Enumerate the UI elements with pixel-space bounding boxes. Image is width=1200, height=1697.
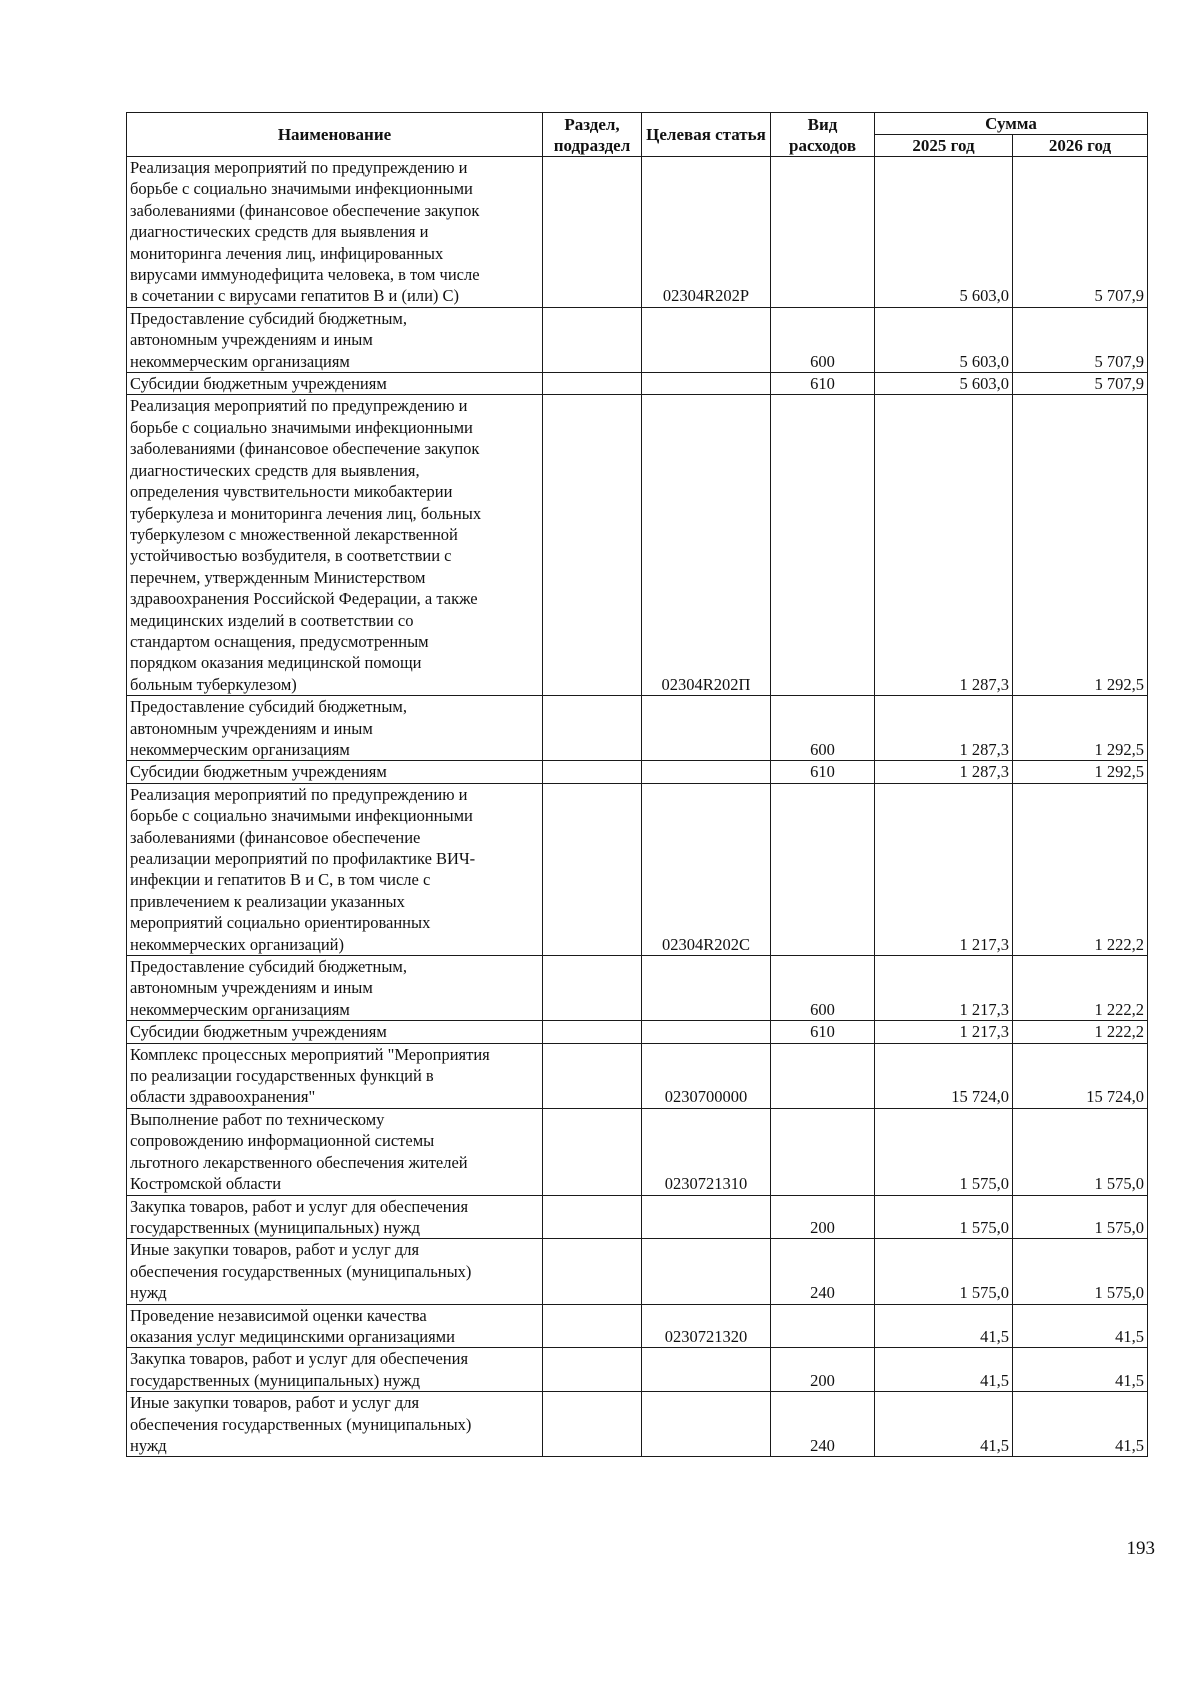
cell-sum-2025: 41,5 xyxy=(875,1348,1013,1392)
cell-sum-2025: 15 724,0 xyxy=(875,1043,1013,1108)
cell-section xyxy=(543,395,642,696)
cell-sum-2026: 1 222,2 xyxy=(1013,956,1148,1021)
header-name: Наименование xyxy=(127,113,543,157)
cell-sum-2025: 1 217,3 xyxy=(875,783,1013,955)
cell-name: Субсидии бюджетным учреждениям xyxy=(127,761,543,783)
cell-name: Предоставление субсидий бюджетным, автономным учреждениям и иным некоммерческим организациям xyxy=(127,696,543,761)
cell-section xyxy=(543,1239,642,1304)
cell-sum-2025: 1 575,0 xyxy=(875,1239,1013,1304)
cell-expense-type xyxy=(771,1043,875,1108)
table-row xyxy=(127,696,1148,761)
cell-expense-type xyxy=(771,395,875,696)
table-row xyxy=(127,1304,1148,1348)
cell-section xyxy=(543,307,642,372)
cell-section xyxy=(543,1195,642,1239)
table-row xyxy=(127,373,1148,395)
header-year-2025: 2025 год xyxy=(875,135,1013,157)
cell-target-item xyxy=(642,1348,771,1392)
cell-sum-2025: 5 603,0 xyxy=(875,307,1013,372)
cell-name: Выполнение работ по техническому сопровождению информационной системы льготного лекарственного обеспечения жителей Костромской области xyxy=(127,1108,543,1195)
cell-target-item xyxy=(642,696,771,761)
cell-target-item: 0230721320 xyxy=(642,1304,771,1348)
cell-section xyxy=(543,761,642,783)
cell-target-item: 02304R202P xyxy=(642,157,771,308)
cell-sum-2025: 5 603,0 xyxy=(875,373,1013,395)
cell-section xyxy=(543,696,642,761)
header-target-item: Целевая статья xyxy=(642,113,771,157)
cell-section xyxy=(543,1108,642,1195)
cell-target-item xyxy=(642,956,771,1021)
cell-target-item: 02304R202C xyxy=(642,783,771,955)
cell-sum-2026: 1 575,0 xyxy=(1013,1195,1148,1239)
table-row xyxy=(127,395,1148,696)
header-section: Раздел, подраздел xyxy=(543,113,642,157)
cell-name: Реализация мероприятий по предупреждению и борьбе с социально значимыми инфекционными заболеваниями (финансовое обеспечение закупок диагностических средств для выявления, определения чувствительности микобактерии туберкулеза и мониторинга лечения лиц, больных туберкулезом с множественной лекарственной устойчивостью возбудителя, в соответствии с перечнем, утвержденным Министерством здравоохранения Российской Федерации, а также медицинских изделий в соответствии со стандартом оснащения, предусмотренным порядком оказания медицинской помощи больным туберкулезом) xyxy=(127,395,543,696)
cell-sum-2026: 41,5 xyxy=(1013,1392,1148,1457)
cell-sum-2026: 41,5 xyxy=(1013,1348,1148,1392)
cell-target-item xyxy=(642,1195,771,1239)
cell-target-item xyxy=(642,307,771,372)
cell-sum-2026: 1 292,5 xyxy=(1013,395,1148,696)
header-row xyxy=(127,113,1148,135)
table-row xyxy=(127,761,1148,783)
cell-sum-2025: 1 575,0 xyxy=(875,1195,1013,1239)
cell-sum-2025: 1 287,3 xyxy=(875,761,1013,783)
cell-expense-type: 200 xyxy=(771,1348,875,1392)
cell-target-item: 02304R202П xyxy=(642,395,771,696)
cell-sum-2025: 1 217,3 xyxy=(875,956,1013,1021)
cell-sum-2026: 5 707,9 xyxy=(1013,157,1148,308)
cell-sum-2025: 1 217,3 xyxy=(875,1021,1013,1043)
cell-sum-2026: 41,5 xyxy=(1013,1304,1148,1348)
cell-sum-2026: 5 707,9 xyxy=(1013,307,1148,372)
table-row xyxy=(127,783,1148,955)
table-row xyxy=(127,307,1148,372)
cell-name: Комплекс процессных мероприятий "Мероприятия по реализации государственных функций в области здравоохранения" xyxy=(127,1043,543,1108)
cell-section xyxy=(543,157,642,308)
cell-expense-type: 600 xyxy=(771,696,875,761)
table-row xyxy=(127,956,1148,1021)
table-body xyxy=(127,157,1148,1457)
table-row xyxy=(127,1043,1148,1108)
table-row xyxy=(127,1108,1148,1195)
cell-expense-type: 610 xyxy=(771,761,875,783)
table-row xyxy=(127,1392,1148,1457)
budget-table xyxy=(126,112,1148,1457)
cell-name: Иные закупки товаров, работ и услуг для обеспечения государственных (муниципальных) нужд xyxy=(127,1392,543,1457)
cell-target-item: 0230700000 xyxy=(642,1043,771,1108)
cell-sum-2026: 1 292,5 xyxy=(1013,696,1148,761)
cell-sum-2026: 1 222,2 xyxy=(1013,1021,1148,1043)
cell-section xyxy=(543,1348,642,1392)
cell-name: Закупка товаров, работ и услуг для обеспечения государственных (муниципальных) нужд xyxy=(127,1348,543,1392)
cell-section xyxy=(543,1043,642,1108)
cell-expense-type xyxy=(771,783,875,955)
cell-name: Предоставление субсидий бюджетным, автономным учреждениям и иным некоммерческим организациям xyxy=(127,956,543,1021)
cell-expense-type xyxy=(771,157,875,308)
table-row xyxy=(127,1348,1148,1392)
cell-sum-2025: 1 287,3 xyxy=(875,395,1013,696)
header-year-2026: 2026 год xyxy=(1013,135,1148,157)
cell-name: Реализация мероприятий по предупреждению и борьбе с социально значимыми инфекционными заболеваниями (финансовое обеспечение реализации мероприятий по профилактике ВИЧ- инфекции и гепатитов В и С, в том числе с привлечением к реализации указанных мероприятий социально ориентированных некоммерческих организаций) xyxy=(127,783,543,955)
cell-expense-type: 610 xyxy=(771,373,875,395)
cell-name: Субсидии бюджетным учреждениям xyxy=(127,1021,543,1043)
cell-expense-type: 240 xyxy=(771,1239,875,1304)
cell-sum-2026: 1 222,2 xyxy=(1013,783,1148,955)
cell-section xyxy=(543,1392,642,1457)
table-row xyxy=(127,1239,1148,1304)
cell-sum-2026: 1 292,5 xyxy=(1013,761,1148,783)
cell-name: Закупка товаров, работ и услуг для обеспечения государственных (муниципальных) нужд xyxy=(127,1195,543,1239)
cell-sum-2026: 1 575,0 xyxy=(1013,1108,1148,1195)
cell-name: Реализация мероприятий по предупреждению и борьбе с социально значимыми инфекционными заболеваниями (финансовое обеспечение закупок диагностических средств для выявления и мониторинга лечения лиц, инфицированных вирусами иммунодефицита человека, в том числе в сочетании с вирусами гепатитов В и (или) С) xyxy=(127,157,543,308)
cell-sum-2025: 41,5 xyxy=(875,1392,1013,1457)
cell-name: Проведение независимой оценки качества оказания услуг медицинскими организациями xyxy=(127,1304,543,1348)
cell-section xyxy=(543,956,642,1021)
cell-target-item xyxy=(642,1021,771,1043)
table-row xyxy=(127,1021,1148,1043)
cell-expense-type: 240 xyxy=(771,1392,875,1457)
cell-expense-type: 600 xyxy=(771,956,875,1021)
cell-expense-type xyxy=(771,1108,875,1195)
cell-target-item xyxy=(642,1239,771,1304)
cell-section xyxy=(543,783,642,955)
cell-name: Субсидии бюджетным учреждениям xyxy=(127,373,543,395)
cell-sum-2025: 5 603,0 xyxy=(875,157,1013,308)
cell-expense-type: 610 xyxy=(771,1021,875,1043)
table-row xyxy=(127,1195,1148,1239)
cell-name: Предоставление субсидий бюджетным, автономным учреждениям и иным некоммерческим организациям xyxy=(127,307,543,372)
header-sum: Сумма xyxy=(875,113,1148,135)
cell-section xyxy=(543,1304,642,1348)
cell-expense-type xyxy=(771,1304,875,1348)
cell-target-item xyxy=(642,373,771,395)
cell-target-item xyxy=(642,761,771,783)
cell-sum-2026: 5 707,9 xyxy=(1013,373,1148,395)
cell-expense-type: 600 xyxy=(771,307,875,372)
cell-sum-2026: 1 575,0 xyxy=(1013,1239,1148,1304)
cell-sum-2025: 1 575,0 xyxy=(875,1108,1013,1195)
cell-sum-2025: 1 287,3 xyxy=(875,696,1013,761)
table-row xyxy=(127,157,1148,308)
cell-target-item: 0230721310 xyxy=(642,1108,771,1195)
cell-sum-2026: 15 724,0 xyxy=(1013,1043,1148,1108)
page-number: 193 xyxy=(1126,1538,1155,1559)
header-expense-type: Вид расходов xyxy=(771,113,875,157)
cell-target-item xyxy=(642,1392,771,1457)
cell-sum-2025: 41,5 xyxy=(875,1304,1013,1348)
cell-section xyxy=(543,1021,642,1043)
cell-section xyxy=(543,373,642,395)
cell-expense-type: 200 xyxy=(771,1195,875,1239)
cell-name: Иные закупки товаров, работ и услуг для обеспечения государственных (муниципальных) нужд xyxy=(127,1239,543,1304)
